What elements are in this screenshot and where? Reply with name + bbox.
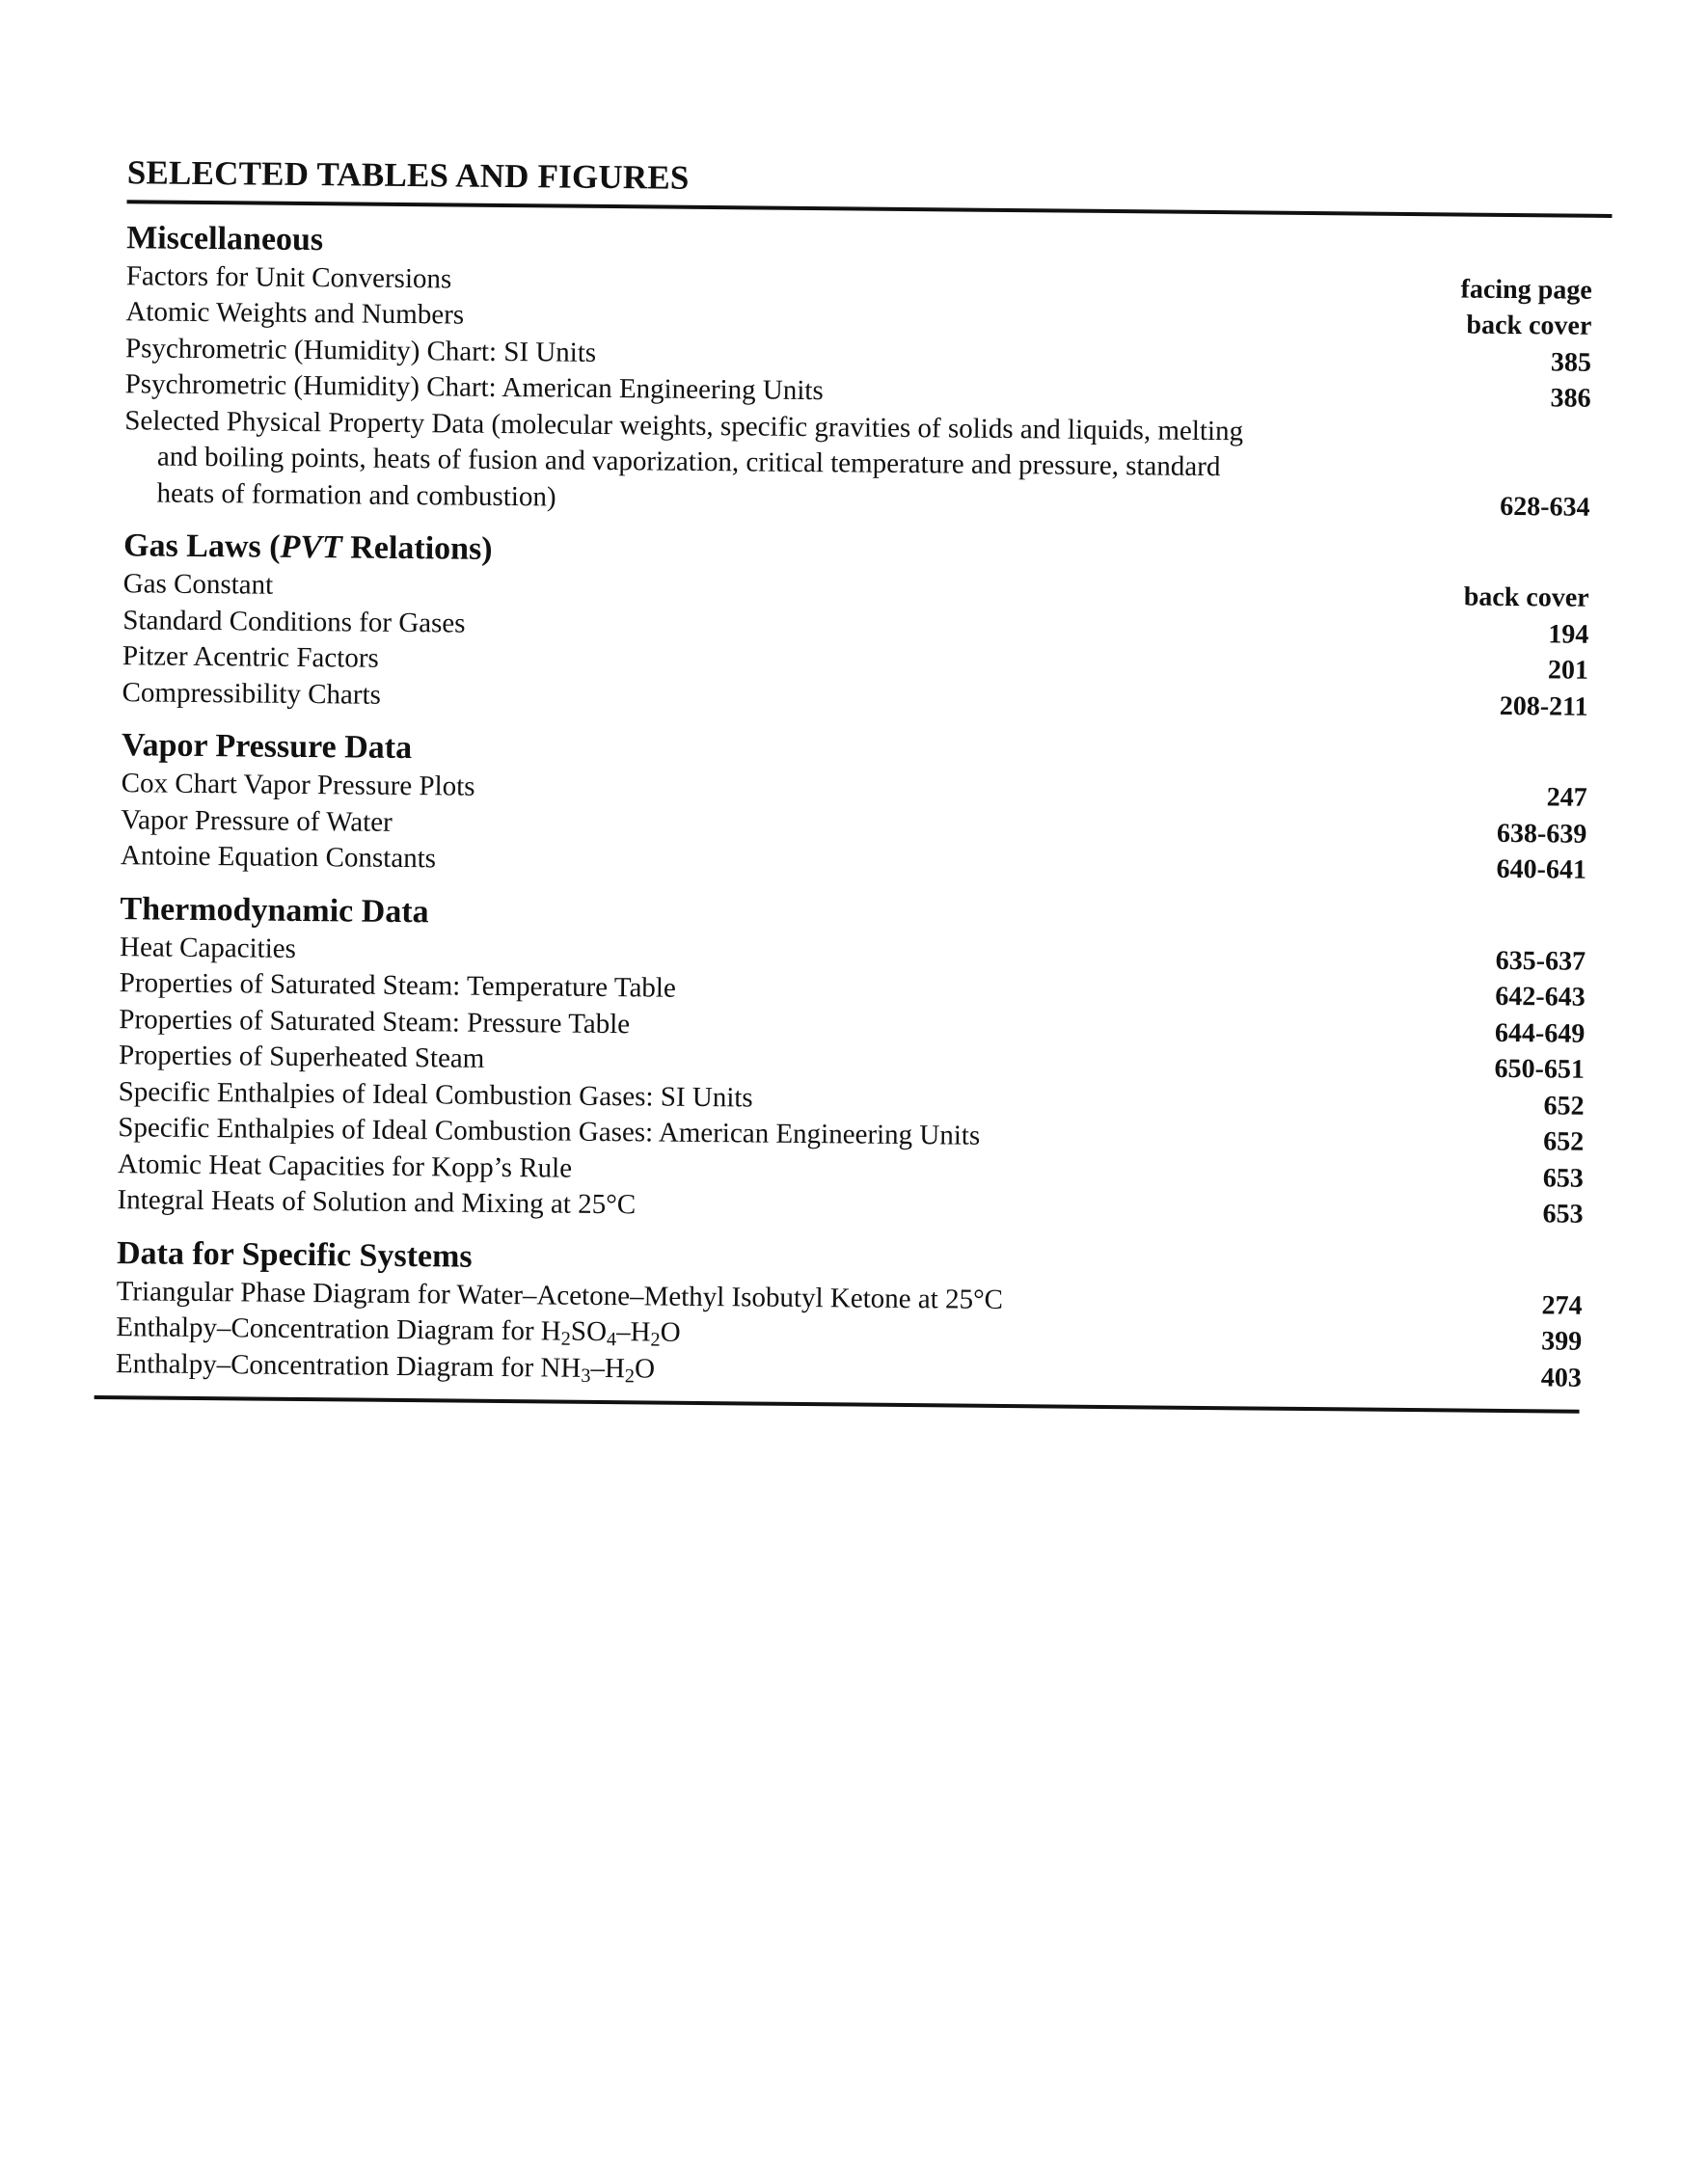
entry-label: Properties of Saturated Steam: Temperature Table bbox=[119, 967, 676, 1005]
entry-page: 653 bbox=[1542, 1199, 1584, 1230]
section-heading: Miscellaneous bbox=[125, 219, 324, 257]
entry-label: Atomic Heat Capacities for Kopp’s Rule bbox=[117, 1149, 573, 1184]
entry-page: 194 bbox=[1548, 619, 1589, 650]
entry-label: Integral Heats of Solution and Mixing at 25°C bbox=[117, 1184, 637, 1221]
entry-page: 640-641 bbox=[1496, 854, 1587, 886]
entry-page: 635-637 bbox=[1495, 945, 1586, 977]
heading-text: Gas Laws ( bbox=[122, 527, 281, 565]
entry-page: 638-639 bbox=[1496, 818, 1587, 850]
entry-label: Heat Capacities bbox=[119, 932, 297, 964]
section-heading: Vapor Pressure Data bbox=[121, 727, 413, 767]
label-text: O bbox=[660, 1317, 681, 1349]
list-item bbox=[102, 403, 1608, 526]
heading-text: Relations) bbox=[341, 529, 493, 567]
entry-page: 385 bbox=[1550, 346, 1592, 378]
section-heading: Data for Specific Systems bbox=[116, 1235, 473, 1275]
entry-label: Properties of Saturated Steam: Pressure Table bbox=[119, 1004, 631, 1040]
section-gas-laws bbox=[100, 527, 1607, 725]
entry-label: Specific Enthalpies of Ideal Combustion Gases: SI Units bbox=[118, 1076, 753, 1114]
entry-page: 386 bbox=[1550, 383, 1591, 414]
section-specific-systems bbox=[95, 1234, 1600, 1397]
entry-page: 642-643 bbox=[1495, 982, 1586, 1013]
subscript: 3 bbox=[581, 1365, 591, 1387]
label-text: SO bbox=[570, 1316, 608, 1348]
entry-page: 653 bbox=[1542, 1163, 1585, 1194]
entry-page: back cover bbox=[1466, 310, 1592, 341]
entry-label: Properties of Superheated Steam bbox=[118, 1040, 485, 1075]
entry-label: Cox Chart Vapor Pressure Plots bbox=[121, 768, 475, 802]
entry-label: Antoine Equation Constants bbox=[120, 840, 437, 875]
label-text: Enthalpy–Concentration Diagram for NH bbox=[115, 1348, 582, 1384]
entry-label: Compressibility Charts bbox=[122, 676, 382, 711]
entry-page: 650-651 bbox=[1494, 1054, 1586, 1086]
entry-label: Specific Enthalpies of Ideal Combustion Gases: American Engineering Units bbox=[118, 1112, 981, 1152]
subscript: 4 bbox=[606, 1329, 617, 1351]
entry-label: Atomic Weights and Numbers bbox=[125, 296, 465, 331]
entry-page: 403 bbox=[1540, 1363, 1583, 1393]
entry-label-line: and boiling points, heats of fusion and vaporization, critical temperature and pressure, standard bbox=[156, 441, 1221, 483]
entry-page: 201 bbox=[1547, 655, 1589, 686]
entry-label: Psychrometric (Humidity) Chart: American Engineering Units bbox=[124, 368, 824, 407]
section-thermodynamic bbox=[95, 890, 1603, 1233]
page-title: SELECTED TABLES AND FIGURES bbox=[126, 153, 690, 197]
entry-page: 628-634 bbox=[1500, 491, 1590, 523]
entry-label: Pitzer Acentric Factors bbox=[122, 640, 379, 674]
contents-block bbox=[95, 154, 1611, 1414]
section-heading: Thermodynamic Data bbox=[120, 890, 429, 931]
heading-italic-text: PVT bbox=[280, 528, 342, 566]
entry-page: 208-211 bbox=[1499, 690, 1588, 722]
entry-label: Factors for Unit Conversions bbox=[125, 259, 452, 295]
entry-page: 247 bbox=[1546, 782, 1587, 814]
subscript: 2 bbox=[560, 1329, 571, 1351]
subscript: 2 bbox=[624, 1365, 636, 1388]
entry-label: Psychrometric (Humidity) Chart: SI Units bbox=[124, 332, 597, 368]
entry-label-multiline bbox=[123, 403, 1397, 524]
entry-page: facing page bbox=[1460, 274, 1592, 306]
entry-page: 274 bbox=[1541, 1290, 1583, 1321]
entry-label-line: Selected Physical Property Data (molecular weights, specific gravities of solids and liquids, melting bbox=[124, 404, 1244, 446]
section-vapor-pressure bbox=[99, 726, 1605, 889]
bottom-rule bbox=[95, 1395, 1580, 1414]
section-miscellaneous bbox=[102, 218, 1610, 526]
entry-label: Standard Conditions for Gases bbox=[122, 604, 466, 639]
label-text: –H bbox=[615, 1316, 651, 1348]
entry-page: back cover bbox=[1463, 581, 1589, 613]
entry-page: 652 bbox=[1543, 1126, 1585, 1158]
entry-page: 399 bbox=[1541, 1326, 1583, 1358]
label-text: O bbox=[634, 1353, 656, 1385]
label-text: Enthalpy–Concentration Diagram for H bbox=[116, 1311, 561, 1348]
entry-page: 652 bbox=[1543, 1091, 1585, 1122]
entry-label: Triangular Phase Diagram for Water–Acetone–Methyl Isobutyl Ketone at 25°C bbox=[116, 1276, 1004, 1315]
label-text: –H bbox=[590, 1352, 626, 1385]
entry-label: Vapor Pressure of Water bbox=[121, 803, 393, 838]
entry-label-line: heats of formation and combustion) bbox=[156, 477, 556, 513]
entry-page: 644-649 bbox=[1494, 1017, 1586, 1049]
subscript: 2 bbox=[650, 1330, 661, 1352]
entry-label: Gas Constant bbox=[122, 568, 274, 601]
